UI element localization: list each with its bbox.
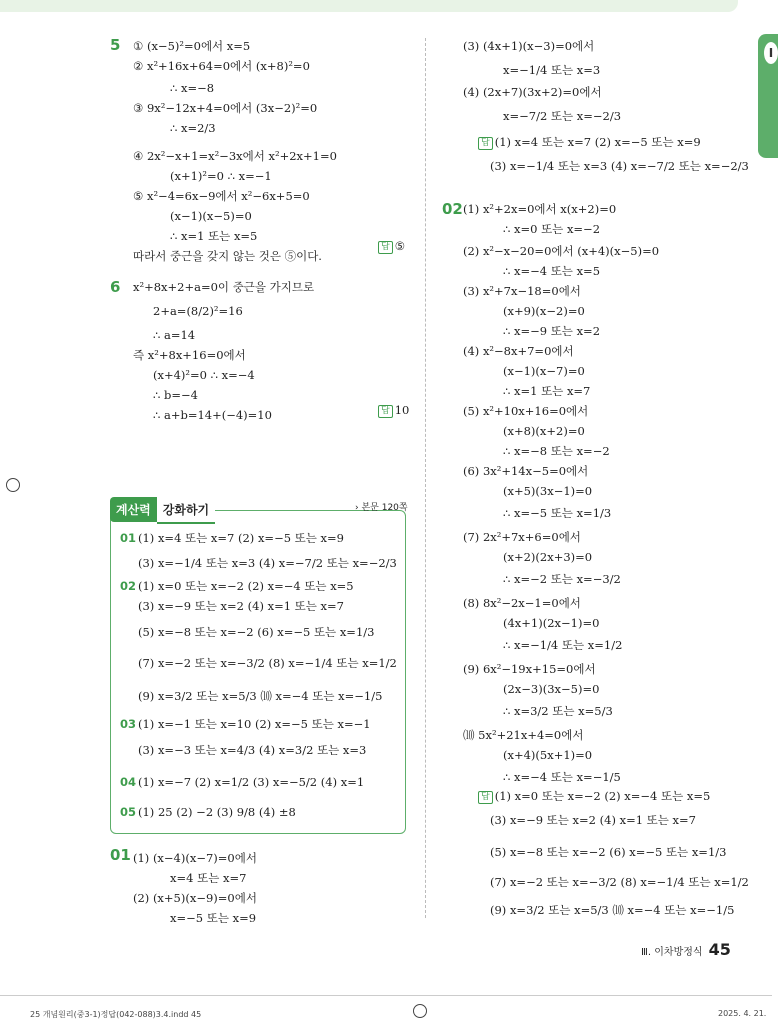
- practice-text: (1) x=4 또는 x=7 (2) x=−5 또는 x=9: [138, 531, 344, 545]
- solution-line: (5) x²+10x+16=0에서: [463, 404, 589, 418]
- answer-text: (5) x=−8 또는 x=−2 (6) x=−5 또는 x=1/3: [490, 845, 727, 859]
- solution-line: 2+a=(8/2)²=16: [153, 304, 243, 318]
- practice-num: 04: [120, 775, 137, 789]
- practice-line: [120, 804, 296, 820]
- answer-icon: 답: [378, 405, 393, 418]
- practice-line: [120, 655, 397, 671]
- solution-line: (x+4)(5x+1)=0: [503, 748, 593, 762]
- answer-line: [378, 402, 409, 418]
- solution-line: ∴ a+b=14+(−4)=10: [153, 408, 272, 422]
- registration-mark-icon: [6, 478, 20, 492]
- solution-line: 즉 x²+8x+16=0에서: [133, 348, 246, 362]
- solution-line: (x+1)²=0 ∴ x=−1: [170, 169, 272, 183]
- solution-line: ∴ x=−8: [170, 81, 215, 95]
- page-reference: › 본문 120쪽: [355, 503, 408, 513]
- solution-line: (x+8)(x+2)=0: [503, 424, 585, 438]
- solution-line: x=−7/2 또는 x=−2/3: [503, 109, 622, 123]
- top-band: [0, 0, 738, 12]
- solution-line: ③ 9x²−12x+4=0에서 (3x−2)²=0: [133, 101, 318, 115]
- solution-line: ① (x−5)²=0에서 x=5: [133, 39, 251, 53]
- solution-line: ② x²+16x+64=0에서 (x+8)²=0: [133, 59, 310, 73]
- practice-text: (1) x=−7 (2) x=1/2 (3) x=−5/2 (4) x=1: [138, 775, 365, 789]
- solution-line: ∴ x=−4 또는 x=−1/5: [503, 770, 621, 784]
- solution-line: (4) (2x+7)(3x+2)=0에서: [463, 85, 602, 99]
- page-footer: [641, 940, 731, 959]
- column-divider: [425, 38, 426, 918]
- problem-02-number: 02: [442, 200, 463, 218]
- answer-text: (1) x=0 또는 x=−2 (2) x=−4 또는 x=5: [494, 789, 711, 803]
- answer-line: [490, 844, 726, 860]
- practice-text: (1) x=−1 또는 x=10 (2) x=−5 또는 x=−1: [138, 717, 371, 731]
- solution-line: ⑤ x²−4=6x−9에서 x²−6x+5=0: [133, 189, 310, 203]
- practice-line: [120, 598, 344, 614]
- solution-line: (2) (x+5)(x−9)=0에서: [133, 891, 257, 905]
- problem-6-number: 6: [110, 278, 121, 296]
- solution-line: x=−1/4 또는 x=3: [503, 63, 601, 77]
- solution-line: (1) x²+2x=0에서 x(x+2)=0: [463, 202, 617, 216]
- solution-line: ∴ x=−2 또는 x=−3/2: [503, 572, 621, 586]
- practice-line: [120, 742, 366, 758]
- answer-text: (7) x=−2 또는 x=−3/2 (8) x=−1/4 또는 x=1/2: [490, 875, 749, 889]
- solution-line: ∴ x=−9 또는 x=2: [503, 324, 601, 338]
- solution-line: 따라서 중근을 갖지 않는 것은 ⑤이다.: [133, 249, 322, 263]
- solution-line: (4) x²−8x+7=0에서: [463, 344, 574, 358]
- practice-text: (3) x=−3 또는 x=4/3 (4) x=3/2 또는 x=3: [138, 743, 367, 757]
- answer-icon: 답: [478, 137, 493, 150]
- solution-line: (8) 8x²−2x−1=0에서: [463, 596, 581, 610]
- answer-line: [490, 874, 749, 890]
- answer-line: [490, 902, 734, 918]
- answer-text: 10: [394, 403, 410, 417]
- practice-line: [120, 530, 344, 546]
- solution-line: (x+9)(x−2)=0: [503, 304, 585, 318]
- registration-mark-icon: [413, 1004, 427, 1018]
- page-number: 45: [708, 940, 731, 959]
- solution-line: ⑽ 5x²+21x+4=0에서: [463, 728, 584, 742]
- practice-text: (3) x=−9 또는 x=2 (4) x=1 또는 x=7: [138, 599, 344, 613]
- practice-num: 05: [120, 805, 137, 819]
- answer-text: ⑤: [394, 239, 406, 253]
- solution-line: x²+8x+2+a=0이 중근을 가지므로: [133, 280, 315, 294]
- solution-line: (x+5)(3x−1)=0: [503, 484, 593, 498]
- solution-line: ∴ x=1 또는 x=7: [503, 384, 591, 398]
- solution-line: (x−1)(x−5)=0: [170, 209, 252, 223]
- answer-icon: 답: [478, 791, 493, 804]
- slug-right: 2025. 4. 21.: [718, 1009, 767, 1018]
- solution-line: ∴ x=−5 또는 x=1/3: [503, 506, 612, 520]
- solution-line: (1) (x−4)(x−7)=0에서: [133, 851, 257, 865]
- practice-text: (1) 25 (2) −2 (3) 9/8 (4) ±8: [138, 805, 296, 819]
- answer-line: [378, 238, 405, 254]
- practice-line: [120, 688, 382, 704]
- solution-line: (3) (4x+1)(x−3)=0에서: [463, 39, 595, 53]
- practice-line: [120, 716, 371, 732]
- solution-line: (x+4)²=0 ∴ x=−4: [153, 368, 255, 382]
- problem-5-number: 5: [110, 36, 121, 54]
- solution-line: (2) x²−x−20=0에서 (x+4)(x−5)=0: [463, 244, 660, 258]
- solution-line: (9) 6x²−19x+15=0에서: [463, 662, 596, 676]
- solution-line: ∴ x=2/3: [170, 121, 216, 135]
- chapter-tab: [758, 34, 778, 158]
- solution-line: (3) x²+7x−18=0에서: [463, 284, 581, 298]
- answer-line: (3) x=−1/4 또는 x=3 (4) x=−7/2 또는 x=−2/3: [490, 159, 749, 173]
- solution-line: ∴ x=3/2 또는 x=5/3: [503, 704, 613, 718]
- answer-line: [490, 812, 696, 828]
- problem-01-number: 01: [110, 846, 131, 864]
- practice-text: (9) x=3/2 또는 x=5/3 ⑽ x=−4 또는 x=−1/5: [138, 689, 383, 703]
- solution-line: ∴ a=14: [153, 328, 196, 342]
- solution-line: (7) 2x²+7x+6=0에서: [463, 530, 581, 544]
- tag-secondary: 강화하기: [157, 497, 215, 524]
- answer-line: [478, 788, 710, 804]
- solution-line: x=−5 또는 x=9: [170, 911, 257, 925]
- solution-line: x=4 또는 x=7: [170, 871, 247, 885]
- practice-text: (3) x=−1/4 또는 x=3 (4) x=−7/2 또는 x=−2/3: [138, 556, 397, 570]
- slug-left: 25 개념원리(중3-1)정답(042-088)3.4.indd 45: [30, 1010, 202, 1019]
- practice-text: (5) x=−8 또는 x=−2 (6) x=−5 또는 x=1/3: [138, 625, 375, 639]
- practice-num: 03: [120, 717, 137, 731]
- solution-line: ∴ x=−4 또는 x=5: [503, 264, 601, 278]
- solution-line: (6) 3x²+14x−5=0에서: [463, 464, 589, 478]
- solution-line: ∴ x=1 또는 x=5: [170, 229, 258, 243]
- solution-line: ∴ x=−1/4 또는 x=1/2: [503, 638, 623, 652]
- solution-line: ∴ b=−4: [153, 388, 198, 402]
- answer-text: (9) x=3/2 또는 x=5/3 ⑽ x=−4 또는 x=−1/5: [490, 903, 735, 917]
- answer-line: [478, 134, 701, 150]
- practice-line: [120, 578, 354, 594]
- solution-line: (x−1)(x−7)=0: [503, 364, 585, 378]
- solution-line: (2x−3)(3x−5)=0: [503, 682, 600, 696]
- solution-line: (x+2)(2x+3)=0: [503, 550, 593, 564]
- practice-line: [120, 555, 397, 571]
- tag-primary: 계산력: [110, 497, 157, 522]
- page-reference-text: 본문 120쪽: [361, 503, 408, 513]
- practice-num: 01: [120, 531, 137, 545]
- chapter-tab-label: I: [764, 42, 778, 64]
- calc-practice-tag: [110, 497, 215, 521]
- practice-text: (1) x=0 또는 x=−2 (2) x=−4 또는 x=5: [138, 579, 354, 593]
- answer-text: (3) x=−9 또는 x=2 (4) x=1 또는 x=7: [490, 813, 696, 827]
- answer-text: (1) x=4 또는 x=7 (2) x=−5 또는 x=9: [494, 135, 701, 149]
- practice-text: (7) x=−2 또는 x=−3/2 (8) x=−1/4 또는 x=1/2: [138, 656, 397, 670]
- answer-icon: 답: [378, 241, 393, 254]
- solution-line: (4x+1)(2x−1)=0: [503, 616, 600, 630]
- practice-line: [120, 774, 364, 790]
- section-title: Ⅲ. 이차방정식: [641, 947, 703, 958]
- solution-line: ④ 2x²−x+1=x²−3x에서 x²+2x+1=0: [133, 149, 337, 163]
- bottom-rule: [0, 995, 772, 996]
- practice-line: [120, 624, 374, 640]
- solution-line: ∴ x=−8 또는 x=−2: [503, 444, 610, 458]
- solution-line: ∴ x=0 또는 x=−2: [503, 222, 601, 236]
- practice-num: 02: [120, 579, 137, 593]
